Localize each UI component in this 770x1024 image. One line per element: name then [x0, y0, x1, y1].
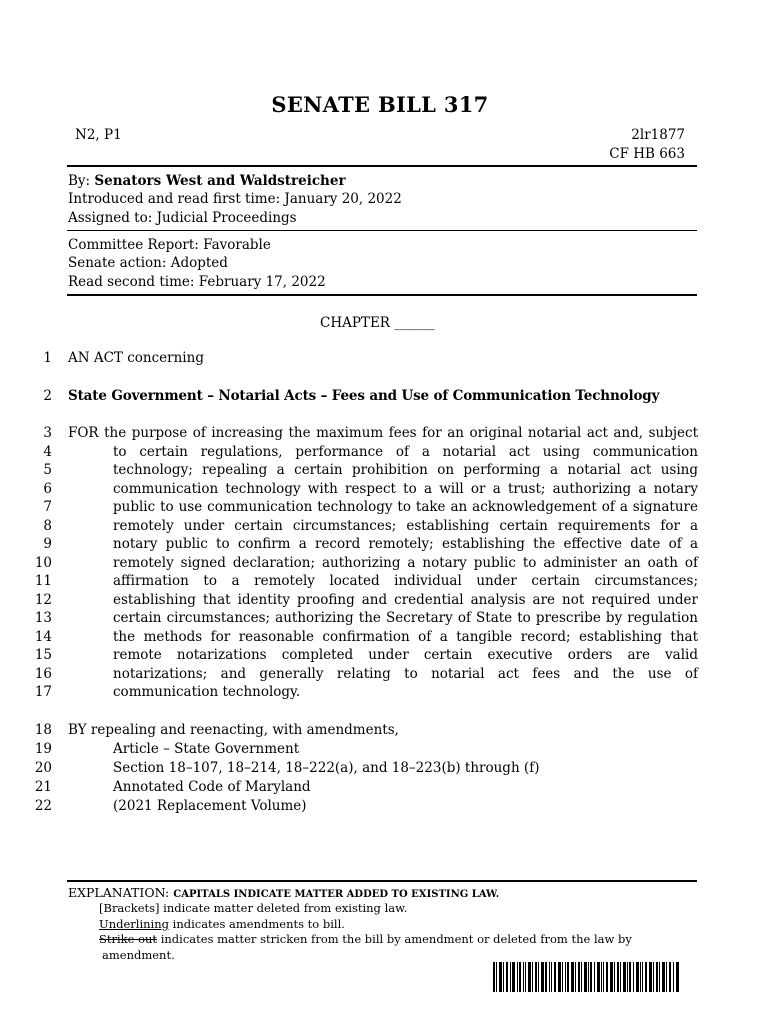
list-item	[0, 759, 700, 778]
line-number: 1	[43, 350, 52, 366]
line-text: affirmation to a remotely located individual under certain circumstances;	[113, 573, 698, 589]
list-item	[0, 740, 700, 759]
list-item	[0, 628, 700, 647]
line-text: to certain regulations, performance of a notarial act using communication	[113, 443, 698, 460]
line-text: BY repealing and reenacting, with amendments,	[68, 722, 399, 738]
explanation-capitals: CAPITALS INDICATE MATTER ADDED TO EXISTING LAW.	[173, 889, 500, 900]
line-text: communication technology with respect to a will or a trust; authorizing a notary	[113, 480, 698, 497]
line-text: notarizations; and generally relating to notarial act fees and the use of	[113, 665, 698, 682]
explanation-strike-continued: amendment.	[102, 947, 175, 962]
divider	[67, 230, 697, 231]
assigned-line: Assigned to: Judicial Proceedings	[68, 210, 297, 226]
brackets-mark: [Brackets]	[99, 901, 160, 915]
underlining-text: indicates amendments to bill.	[172, 916, 345, 931]
introduced-line: Introduced and read first time: January 20, 2022	[68, 191, 402, 207]
barcode-icon	[493, 962, 679, 992]
line-number: 13	[34, 610, 52, 626]
list-item	[0, 498, 700, 517]
list-item	[0, 721, 700, 740]
line-text: communication technology.	[113, 684, 301, 700]
line-text: Article – State Government	[113, 741, 300, 757]
line-text: (2021 Replacement Volume)	[113, 798, 307, 814]
line-number: 16	[34, 665, 52, 682]
line-number: 4	[43, 443, 52, 460]
explanation-heading	[68, 885, 499, 903]
explanation-brackets	[99, 901, 407, 917]
committee-report: Committee Report: Favorable	[68, 237, 271, 253]
sponsor-line	[68, 172, 346, 190]
list-item	[0, 443, 700, 462]
line-text: notary public to confirm a record remotely; establishing the effective date of a	[113, 536, 698, 552]
list-item	[0, 349, 700, 368]
strike-text: indicates matter stricken from the bill by amendment or deleted from the law by	[160, 932, 632, 946]
lr-number: 2lr1877	[631, 127, 685, 143]
line-number: 21	[34, 779, 52, 795]
list-item	[0, 461, 700, 480]
by-label: By:	[68, 173, 91, 189]
list-item	[0, 683, 700, 702]
senate-action: Senate action: Adopted	[68, 255, 228, 271]
explanation-strike	[99, 932, 632, 948]
line-number: 11	[34, 573, 52, 589]
list-item	[0, 572, 700, 591]
line-text: Section 18–107, 18–214, 18–222(a), and 18–223(b) through (f)	[113, 760, 540, 776]
list-item	[0, 646, 700, 665]
line-number: 5	[43, 462, 52, 478]
line-number: 22	[34, 798, 52, 814]
line-number: 6	[43, 480, 52, 497]
list-item	[0, 480, 700, 499]
line-number: 18	[34, 722, 52, 738]
line-number: 10	[34, 554, 52, 571]
explanation-underlining	[99, 917, 345, 933]
second-reading: Read second time: February 17, 2022	[68, 274, 326, 290]
line-text: FOR the purpose of increasing the maximum fees for an original notarial act and, subject	[68, 425, 698, 441]
line-number: 8	[43, 517, 52, 534]
line-text: remote notarizations completed under certain executive orders are valid	[113, 647, 698, 663]
subject-codes: N2, P1	[75, 127, 122, 143]
line-number: 9	[43, 536, 52, 552]
cross-file: CF HB 663	[609, 146, 685, 162]
bill-subject: State Government – Notarial Acts – Fees and Use of Communication Technology	[68, 388, 660, 404]
strike-mark: Strike out	[99, 932, 158, 946]
divider	[67, 165, 697, 167]
chapter-line: CHAPTER ______	[320, 315, 435, 331]
line-text: remotely under certain circumstances; establishing certain requirements for a	[113, 517, 698, 534]
list-item	[0, 517, 700, 536]
list-item	[0, 424, 700, 443]
line-number: 2	[43, 388, 52, 404]
line-text: technology; repealing a certain prohibition on performing a notarial act using	[113, 462, 698, 478]
list-item	[0, 554, 700, 573]
line-number: 19	[34, 741, 52, 757]
line-text: remotely signed declaration; authorizing a notary public to administer an oath of	[113, 554, 698, 571]
line-number: 14	[34, 628, 52, 645]
line-text: certain circumstances; authorizing the Secretary of State to prescribe by regulation	[113, 610, 698, 626]
line-number: 15	[34, 647, 52, 663]
line-text: public to use communication technology to take an acknowledgement of a signature	[113, 499, 698, 515]
list-item	[0, 609, 700, 628]
line-text: AN ACT concerning	[68, 350, 204, 366]
line-number: 3	[43, 425, 52, 441]
line-text: establishing that identity proofing and credential analysis are not required under	[113, 591, 698, 608]
divider	[67, 880, 697, 882]
list-item	[0, 387, 700, 406]
brackets-text: indicate matter deleted from existing law.	[163, 901, 408, 915]
sponsors: Senators West and Waldstreicher	[94, 173, 346, 189]
line-number: 12	[34, 591, 52, 608]
list-item	[0, 535, 700, 554]
line-number: 7	[43, 499, 52, 515]
line-number: 20	[34, 760, 52, 776]
explanation-label: EXPLANATION:	[68, 885, 170, 900]
bill-title: SENATE BILL 317	[271, 92, 489, 117]
line-text: the methods for reasonable confirmation of a tangible record; establishing that	[113, 628, 698, 645]
list-item	[0, 665, 700, 684]
line-number: 17	[34, 684, 52, 700]
line-text: Annotated Code of Maryland	[113, 779, 311, 795]
list-item	[0, 778, 700, 797]
list-item	[0, 797, 700, 816]
list-item	[0, 591, 700, 610]
underlining-mark: Underlining	[99, 916, 169, 931]
divider	[67, 294, 697, 296]
